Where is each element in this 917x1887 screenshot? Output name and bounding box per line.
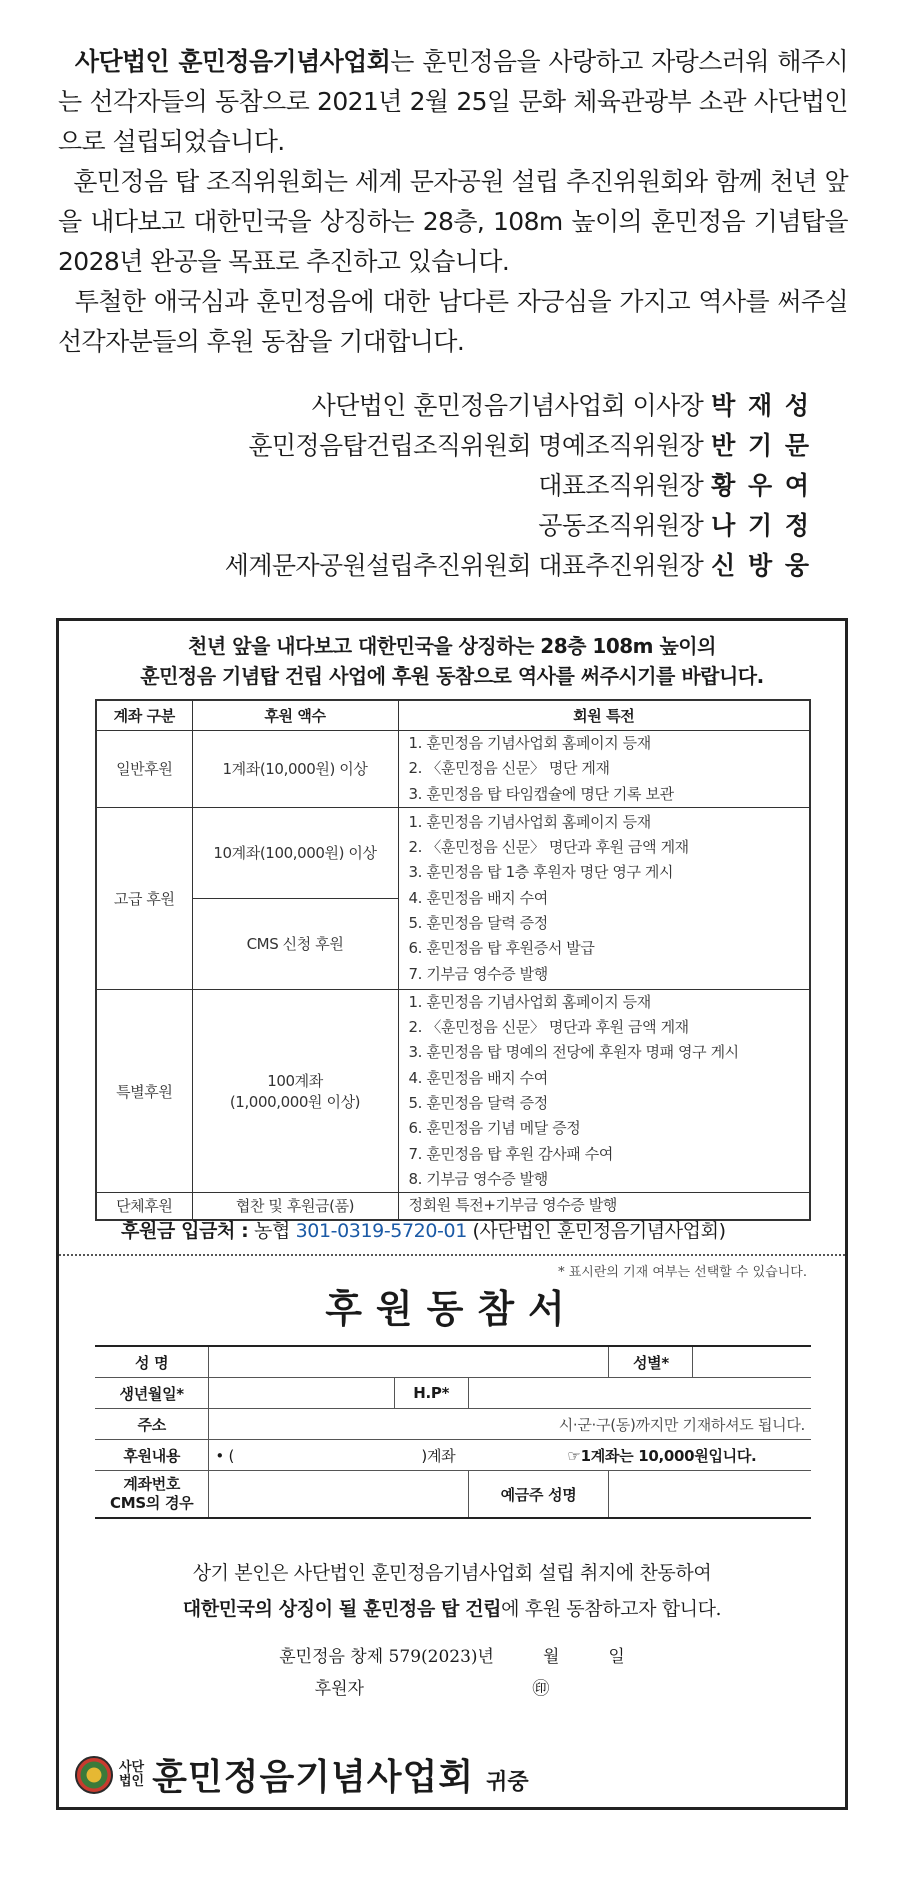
signer-name: 나 기 정	[711, 511, 811, 540]
intro-paragraph-2	[58, 162, 848, 282]
column-header: 계좌 구분	[96, 700, 192, 731]
signers-list	[225, 386, 811, 586]
tier-amount: CMS 신청 후원	[192, 898, 398, 989]
signer-title: 훈민정음탑건립조직위원회 명예조직위원장	[248, 431, 704, 460]
signer-title: 사단법인 훈민정음기념사업회 이사장	[311, 391, 704, 420]
benefit-item: 3. 훈민정음 탑 명예의 전당에 후원자 명패 영구 게시	[408, 1043, 739, 1062]
form-title: 후원동참서	[325, 1287, 579, 1331]
tier-benefits	[398, 989, 810, 1192]
form-row-name	[95, 1346, 811, 1378]
tier-benefits	[398, 807, 810, 989]
benefit-item: 3. 훈민정음 탑 1층 후원자 명단 영구 게시	[408, 863, 674, 882]
pledge-form	[95, 1345, 811, 1519]
pledge-statement	[59, 1555, 845, 1627]
tier-type: 고급 후원	[96, 807, 192, 989]
content-hint: ☞1계좌는 10,000원입니다.	[567, 1446, 757, 1465]
intro-p1-text: 는 훈민정음을 사랑하고 자랑스러워 해주시는 선각자들의 동참으로 2021년 2월 25일 문화 체육관광부 소관 사단법인으로 설립되었습니다.	[58, 47, 848, 156]
seal-mark: ㊞	[532, 1679, 550, 1699]
table-row-general	[96, 731, 810, 808]
box-heading-line1: 천년 앞을 내다보고 대한민국을 상징하는 28층 108m 높이의	[188, 634, 716, 658]
benefit-item: 1. 훈민정음 기념사업회 홈페이지 등재	[408, 812, 651, 831]
benefit-item: 6. 훈민정음 기념 메달 증정	[408, 1119, 581, 1138]
column-header: 후원 액수	[192, 700, 398, 731]
signer-title: 공동조직위원장	[538, 511, 704, 540]
tier-type: 단체후원	[96, 1193, 192, 1220]
benefit-item: 2. 〈훈민정음 신문〉 명단 게재	[408, 759, 610, 778]
box-heading-line2: 훈민정음 기념탑 건립 사업에 후원 동참으로 역사를 써주시기를 바랍니다.	[140, 664, 764, 688]
benefit-item: 6. 훈민정음 탑 후원증서 발급	[408, 939, 595, 958]
tier-amount	[192, 989, 398, 1192]
intro-paragraph-3	[58, 282, 848, 362]
account-number-label	[95, 1471, 209, 1519]
sponsor-line	[59, 1673, 845, 1705]
tier-type: 일반후원	[96, 731, 192, 808]
hp-field[interactable]	[468, 1378, 811, 1409]
gender-label: 성별*	[609, 1346, 693, 1378]
org-type-line2: 법인	[119, 1773, 145, 1789]
org-type-line1: 사단	[119, 1759, 145, 1775]
signer-title: 대표조직위원장	[538, 471, 704, 500]
date-month: 월	[542, 1647, 560, 1667]
form-row-content	[95, 1440, 811, 1471]
signer-row	[225, 386, 811, 426]
name-label: 성 명	[95, 1346, 209, 1378]
box-heading	[59, 631, 845, 691]
benefit-item: 7. 훈민정음 탑 후원 감사패 수여	[408, 1144, 613, 1163]
pledge-line1: 상기 본인은 사단법인 훈민정음기념사업회 설립 취지에 찬동하여	[192, 1562, 712, 1584]
benefit-item: 7. 기부금 영수증 발행	[408, 964, 548, 983]
pledge-line2-bold: 대한민국의 상징이 될 훈민정음 탑 건립	[182, 1598, 502, 1620]
birth-field[interactable]	[209, 1378, 394, 1409]
benefit-item: 4. 훈민정음 배지 수여	[408, 888, 548, 907]
signer-title: 세계문자공원설립추진위원회 대표추진위원장	[224, 551, 704, 580]
cut-line	[59, 1254, 845, 1256]
signer-name: 반 기 문	[711, 431, 811, 460]
date-day: 일	[608, 1647, 625, 1667]
tier-type: 특별후원	[96, 989, 192, 1192]
intro-p3-text: 투철한 애국심과 훈민정음에 대한 남다른 자긍심을 가지고 역사를 써주실 선각자분들의 후원 동참을 기대합니다.	[58, 287, 848, 356]
account-number-field[interactable]	[209, 1471, 468, 1519]
date-signature	[59, 1641, 845, 1705]
footer-org	[75, 1749, 529, 1800]
table-row-special	[96, 989, 810, 1192]
form-row-address	[95, 1409, 811, 1440]
name-field[interactable]	[209, 1346, 609, 1378]
depositor-label: 예금주 성명	[468, 1471, 609, 1519]
benefit-item: 8. 기부금 영수증 발행	[408, 1169, 548, 1188]
benefits-table	[95, 699, 811, 1221]
benefit-item: 5. 훈민정음 달력 증정	[408, 1094, 548, 1113]
table-row-premium	[96, 807, 810, 898]
org-logo-text: 훈민정음기념사업회	[152, 1757, 475, 1798]
tier-amount: 1계좌(10,000원) 이상	[192, 731, 398, 808]
signer-name: 박 재 성	[711, 391, 811, 420]
intro-text	[58, 42, 848, 362]
address-label: 주소	[95, 1409, 209, 1440]
tier-benefits	[398, 731, 810, 808]
optional-note: * 표시란의 기재 여부는 선택할 수 있습니다.	[558, 1265, 807, 1280]
form-row-birth	[95, 1378, 811, 1409]
tier-benefits: 정회원 특전+기부금 영수증 발행	[398, 1193, 810, 1220]
recipient-suffix: 귀중	[486, 1770, 529, 1795]
benefit-item: 2. 〈훈민정음 신문〉 명단과 후원 금액 게재	[408, 1018, 689, 1037]
birth-label: 생년월일*	[95, 1378, 209, 1409]
account-number-label-line1: 계좌번호	[123, 1475, 181, 1493]
account-number: 301-0319-5720-01	[295, 1220, 467, 1242]
pledge-line2-rest: 에 후원 동참하고자 합니다.	[501, 1598, 722, 1620]
form-row-account	[95, 1471, 811, 1519]
content-label: 후원내용	[95, 1440, 209, 1471]
tier-amount-line2: (1,000,000원 이상)	[229, 1093, 361, 1112]
depositor-field[interactable]	[609, 1471, 811, 1519]
sponsor-label: 후원자	[314, 1679, 364, 1699]
benefit-item: 3. 훈민정음 탑 타임캡슐에 명단 기록 보관	[408, 784, 674, 803]
column-header: 회원 특전	[398, 700, 810, 731]
org-type	[119, 1761, 144, 1789]
account-label: 후원금 입금처 :	[121, 1220, 249, 1242]
benefit-item: 1. 훈민정음 기념사업회 홈페이지 등재	[408, 992, 651, 1011]
content-unit: )계좌	[421, 1446, 456, 1465]
date-year: 훈민정음 창제 579(2023)년	[279, 1647, 494, 1667]
benefit-item: 1. 훈민정음 기념사업회 홈페이지 등재	[408, 734, 651, 752]
benefit-item: 2. 〈훈민정음 신문〉 명단과 후원 금액 게재	[408, 838, 689, 857]
tier-amount: 10계좌(100,000원) 이상	[192, 807, 398, 898]
sponsorship-box	[56, 618, 848, 1810]
date-line	[59, 1641, 845, 1673]
account-bank: 농협	[254, 1220, 290, 1242]
org-name: 사단법인 훈민정음기념사업회	[74, 47, 391, 76]
tier-amount-line1: 100계좌	[267, 1072, 323, 1091]
intro-p2-text: 훈민정음 탑 조직위원회는 세계 문자공원 설립 추진위원회와 함께 천년 앞을 내다보고 대한민국을 상징하는 28층, 108m 높이의 훈민정음 기념탑을 2028년 완공을 목표로 추진하고 있습니다.	[58, 167, 848, 276]
content-field[interactable]	[209, 1440, 811, 1471]
org-emblem-icon	[75, 1756, 113, 1794]
signer-name: 신 방 웅	[711, 551, 811, 580]
pledge-line2	[59, 1591, 845, 1627]
signer-row	[225, 466, 811, 506]
address-hint: 시·군·구(동)까지만 기재하셔도 됩니다.	[558, 1415, 805, 1434]
tier-amount: 협찬 및 후원금(품)	[192, 1193, 398, 1220]
signer-row	[225, 426, 811, 466]
account-number-label-line2: CMS의 경우	[110, 1494, 194, 1512]
signer-row	[225, 506, 811, 546]
account-holder: (사단법인 훈민정음기념사업회)	[472, 1220, 726, 1242]
deposit-account	[121, 1217, 726, 1245]
address-field[interactable]	[209, 1409, 811, 1440]
gender-field[interactable]	[693, 1346, 811, 1378]
benefit-item: 4. 훈민정음 배지 수여	[408, 1068, 548, 1087]
signer-row	[225, 546, 811, 586]
content-bullet: • (	[215, 1446, 234, 1465]
table-header-row	[96, 700, 810, 731]
table-row-group	[96, 1193, 810, 1220]
hp-label: H.P*	[394, 1378, 468, 1409]
signer-name: 황 우 여	[711, 471, 811, 500]
benefit-item: 5. 훈민정음 달력 증정	[408, 914, 548, 933]
intro-paragraph-1	[58, 42, 848, 162]
